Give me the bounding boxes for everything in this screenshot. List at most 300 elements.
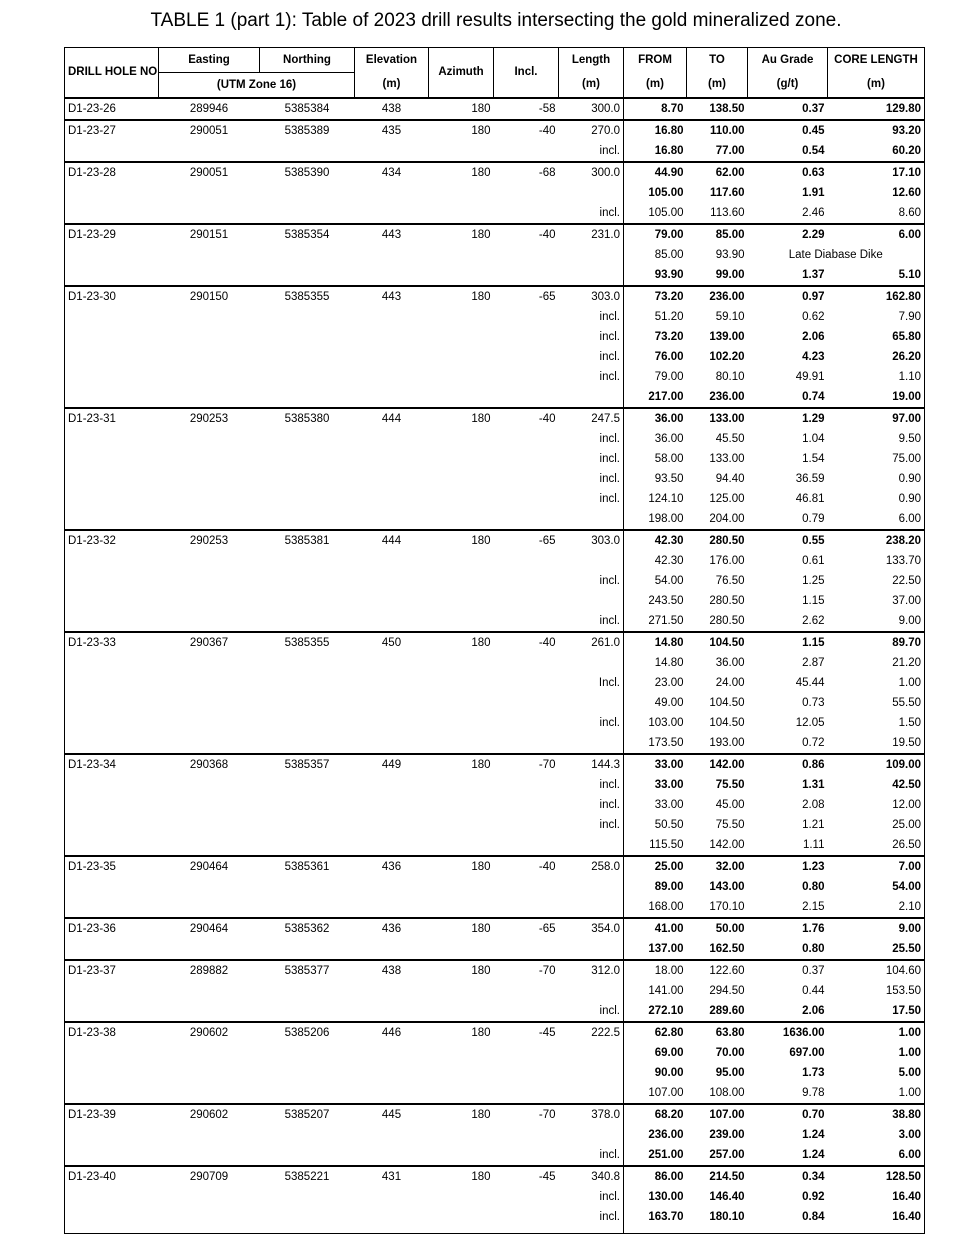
to-cell: 294.50	[709, 985, 745, 997]
core-length-cell: 89.70	[828, 632, 925, 653]
to-cell: 280.50	[687, 530, 748, 551]
au-grade-cell: 2.46	[802, 207, 825, 219]
azimuth-cell	[429, 653, 494, 673]
au-grade-cell: 0.34	[748, 1166, 828, 1187]
au-grade-cell: 45.44	[795, 677, 825, 689]
azimuth-cell	[429, 1125, 494, 1145]
drill-hole-id	[65, 981, 159, 1001]
northing-cell: 5385355	[260, 632, 355, 653]
from-cell: 79.00	[624, 224, 687, 245]
azimuth-cell	[429, 203, 494, 224]
table-title: TABLE 1 (part 1): Table of 2023 drill results intersecting the gold mineralized zone.	[150, 10, 842, 31]
to-cell: 193.00	[709, 737, 745, 749]
incl-label-cell	[559, 939, 624, 960]
northing-cell: 5385384	[260, 98, 355, 120]
inclination-cell: -70	[494, 754, 559, 775]
au-grade-cell: 1.29	[748, 408, 828, 429]
from-cell: 36.00	[624, 408, 687, 429]
table-row	[65, 1043, 925, 1063]
drill-hole-id	[65, 469, 159, 489]
azimuth-cell: 180	[429, 1022, 494, 1043]
to-cell: 24.00	[715, 677, 745, 689]
azimuth-cell	[429, 1083, 494, 1104]
core-length-cell: 6.00	[828, 224, 925, 245]
core-length-cell: 38.80	[828, 1104, 925, 1125]
header-length: Length	[559, 48, 624, 73]
northing-cell	[260, 1207, 355, 1227]
elevation-cell	[355, 835, 429, 856]
from-cell: 272.10	[648, 1005, 684, 1017]
core-length-cell: 26.50	[828, 835, 925, 856]
northing-cell	[260, 469, 355, 489]
from-cell: 168.00	[648, 901, 684, 913]
core-length-cell: 9.00	[828, 611, 925, 632]
easting-cell	[159, 571, 260, 591]
au-grade-cell: 0.84	[802, 1211, 825, 1223]
drill-hole-id: D1-23-28	[65, 162, 159, 183]
table-row	[65, 653, 925, 673]
table-row	[65, 856, 925, 877]
core-length-cell: 97.00	[828, 408, 925, 429]
au-grade-cell: 1.31	[802, 779, 825, 791]
drill-hole-id	[65, 429, 159, 449]
table-row	[65, 611, 925, 632]
to-cell: 133.00	[687, 408, 748, 429]
easting-cell	[159, 795, 260, 815]
northing-cell	[260, 1001, 355, 1022]
drill-hole-id	[65, 1043, 159, 1063]
spacer-cell	[624, 1227, 687, 1234]
au-grade-cell: 1.15	[802, 595, 825, 607]
incl-label-cell	[559, 591, 624, 611]
elevation-cell	[355, 775, 429, 795]
drill-hole-id	[65, 1063, 159, 1083]
easting-cell	[159, 611, 260, 632]
azimuth-cell	[429, 347, 494, 367]
to-cell: 122.60	[687, 960, 748, 981]
spacer-cell	[429, 1227, 494, 1234]
elevation-cell: 449	[355, 754, 429, 775]
elevation-cell	[355, 939, 429, 960]
core-length-cell: 17.50	[828, 1001, 925, 1022]
to-cell: 257.00	[709, 1149, 745, 1161]
elevation-cell	[355, 307, 429, 327]
from-cell: 18.00	[624, 960, 687, 981]
inclination-cell	[494, 245, 559, 265]
elevation-cell	[355, 693, 429, 713]
azimuth-cell	[429, 835, 494, 856]
inclination-cell: -65	[494, 918, 559, 939]
core-length-cell: 0.90	[828, 489, 925, 509]
length-cell: 378.0	[559, 1104, 624, 1125]
to-cell: 104.50	[709, 717, 745, 729]
northing-cell	[260, 307, 355, 327]
core-length-cell: 1.00	[828, 673, 925, 693]
drill-hole-id: D1-23-39	[65, 1104, 159, 1125]
header-au-grade: Au Grade	[748, 48, 828, 73]
elevation-cell: 443	[355, 286, 429, 307]
core-length-cell: 7.00	[828, 856, 925, 877]
easting-cell	[159, 815, 260, 835]
spacer-cell	[355, 1227, 429, 1234]
table-row	[65, 918, 925, 939]
table-row	[65, 120, 925, 141]
spacer-cell	[748, 1227, 828, 1234]
incl-label-cell	[559, 981, 624, 1001]
elevation-cell	[355, 327, 429, 347]
core-length-cell: 1.50	[828, 713, 925, 733]
elevation-cell	[355, 265, 429, 286]
from-cell: 89.00	[654, 881, 684, 893]
drill-hole-id: D1-23-27	[65, 120, 159, 141]
to-cell: 77.00	[715, 145, 745, 157]
northing-cell	[260, 449, 355, 469]
table-row	[65, 489, 925, 509]
from-cell: 68.20	[624, 1104, 687, 1125]
table-row	[65, 571, 925, 591]
drill-hole-id	[65, 693, 159, 713]
incl-label-cell: incl.	[559, 327, 624, 347]
northing-cell	[260, 611, 355, 632]
au-grade-cell: 1.91	[802, 187, 825, 199]
au-grade-cell: 1.37	[802, 269, 825, 281]
to-cell: 236.00	[709, 391, 745, 403]
northing-cell	[260, 429, 355, 449]
spacer-cell	[260, 1227, 355, 1234]
azimuth-cell	[429, 775, 494, 795]
to-cell: 95.00	[715, 1067, 745, 1079]
elevation-cell: 436	[355, 856, 429, 877]
drill-hole-id	[65, 611, 159, 632]
azimuth-cell	[429, 713, 494, 733]
northing-cell	[260, 815, 355, 835]
inclination-cell	[494, 1083, 559, 1104]
drill-hole-id	[65, 939, 159, 960]
inclination-cell: -40	[494, 856, 559, 877]
azimuth-cell	[429, 265, 494, 286]
to-cell: 70.00	[715, 1047, 745, 1059]
table-row	[65, 733, 925, 754]
drill-hole-id: D1-23-29	[65, 224, 159, 245]
azimuth-cell: 180	[429, 286, 494, 307]
au-grade-cell: 2.06	[802, 331, 825, 343]
easting-cell: 290051	[159, 120, 260, 141]
au-grade-cell: 1.24	[802, 1149, 825, 1161]
northing-cell: 5385377	[260, 960, 355, 981]
inclination-cell	[494, 981, 559, 1001]
northing-cell	[260, 327, 355, 347]
inclination-cell	[494, 469, 559, 489]
core-length-cell: 21.20	[828, 653, 925, 673]
table-row	[65, 141, 925, 162]
length-cell: 270.0	[559, 120, 624, 141]
azimuth-cell: 180	[429, 918, 494, 939]
length-cell: 261.0	[559, 632, 624, 653]
table-row	[65, 775, 925, 795]
inclination-cell	[494, 307, 559, 327]
to-cell: 117.60	[709, 187, 745, 199]
core-length-cell: 65.80	[828, 327, 925, 347]
inclination-cell	[494, 183, 559, 203]
table-row	[65, 286, 925, 307]
table-row	[65, 1001, 925, 1022]
core-length-cell: 129.80	[828, 98, 925, 120]
core-length-cell: 9.50	[828, 429, 925, 449]
easting-cell	[159, 387, 260, 408]
inclination-cell: -40	[494, 408, 559, 429]
from-cell: 16.80	[654, 145, 684, 157]
to-cell: 143.00	[709, 881, 745, 893]
drill-hole-id: D1-23-37	[65, 960, 159, 981]
from-cell: 33.00	[624, 754, 687, 775]
from-cell: 16.80	[624, 120, 687, 141]
azimuth-cell	[429, 429, 494, 449]
inclination-cell	[494, 1063, 559, 1083]
core-length-cell: 5.00	[828, 1063, 925, 1083]
table-row	[65, 347, 925, 367]
easting-cell: 289882	[159, 960, 260, 981]
length-cell: 354.0	[559, 918, 624, 939]
header-elevation-unit: (m)	[355, 73, 429, 99]
elevation-cell: 445	[355, 1104, 429, 1125]
easting-cell	[159, 449, 260, 469]
inclination-cell	[494, 571, 559, 591]
azimuth-cell	[429, 1043, 494, 1063]
azimuth-cell	[429, 981, 494, 1001]
core-length-cell: 12.60	[828, 183, 925, 203]
from-cell: 124.10	[648, 493, 684, 505]
drill-hole-id	[65, 897, 159, 918]
from-cell: 217.00	[648, 391, 684, 403]
easting-cell: 290602	[159, 1104, 260, 1125]
core-length-cell: 6.00	[828, 1145, 925, 1166]
length-cell: 312.0	[559, 960, 624, 981]
easting-cell	[159, 939, 260, 960]
to-cell: 139.00	[709, 331, 745, 343]
inclination-cell	[494, 1187, 559, 1207]
au-grade-cell: 0.37	[748, 98, 828, 120]
spacer-cell	[828, 1227, 925, 1234]
au-grade-cell: 0.44	[802, 985, 825, 997]
table-row	[65, 429, 925, 449]
easting-cell	[159, 551, 260, 571]
core-length-cell: 0.90	[828, 469, 925, 489]
inclination-cell	[494, 387, 559, 408]
incl-label-cell: incl.	[559, 307, 624, 327]
core-length-cell: 75.00	[828, 449, 925, 469]
to-cell: 62.00	[687, 162, 748, 183]
drill-hole-id	[65, 673, 159, 693]
from-cell: 33.00	[654, 779, 684, 791]
table-row	[65, 815, 925, 835]
northing-cell	[260, 1125, 355, 1145]
northing-cell: 5385389	[260, 120, 355, 141]
elevation-cell	[355, 387, 429, 408]
from-cell: 105.00	[648, 187, 684, 199]
length-cell: 300.0	[559, 162, 624, 183]
easting-cell: 290151	[159, 224, 260, 245]
incl-label-cell	[559, 733, 624, 754]
inclination-cell	[494, 1043, 559, 1063]
elevation-cell	[355, 591, 429, 611]
to-cell: 133.00	[709, 453, 745, 465]
to-cell: 45.50	[715, 433, 745, 445]
incl-label-cell: incl.	[559, 347, 624, 367]
incl-label-cell	[559, 835, 624, 856]
elevation-cell	[355, 141, 429, 162]
to-cell: 142.00	[687, 754, 748, 775]
au-grade-cell: 1.23	[748, 856, 828, 877]
azimuth-cell: 180	[429, 1166, 494, 1187]
au-grade-cell: 49.91	[795, 371, 825, 383]
drill-hole-id: D1-23-40	[65, 1166, 159, 1187]
drill-hole-id	[65, 141, 159, 162]
azimuth-cell	[429, 1145, 494, 1166]
drill-hole-id: D1-23-30	[65, 286, 159, 307]
elevation-cell: 443	[355, 224, 429, 245]
to-cell: 110.00	[687, 120, 748, 141]
inclination-cell	[494, 489, 559, 509]
to-cell: 80.10	[715, 371, 745, 383]
to-cell: 85.00	[687, 224, 748, 245]
elevation-cell	[355, 489, 429, 509]
elevation-cell	[355, 367, 429, 387]
azimuth-cell: 180	[429, 120, 494, 141]
azimuth-cell	[429, 611, 494, 632]
northing-cell: 5385362	[260, 918, 355, 939]
to-cell: 138.50	[687, 98, 748, 120]
drill-hole-id	[65, 489, 159, 509]
incl-label-cell: incl.	[559, 1001, 624, 1022]
inclination-cell	[494, 1145, 559, 1166]
elevation-cell	[355, 551, 429, 571]
inclination-cell	[494, 877, 559, 897]
azimuth-cell: 180	[429, 224, 494, 245]
drill-hole-id	[65, 367, 159, 387]
to-cell: 63.80	[687, 1022, 748, 1043]
core-length-cell: 22.50	[828, 571, 925, 591]
core-length-cell: 9.00	[828, 918, 925, 939]
inclination-cell	[494, 203, 559, 224]
core-length-cell: 128.50	[828, 1166, 925, 1187]
easting-cell	[159, 307, 260, 327]
drill-hole-id	[65, 795, 159, 815]
table-row	[65, 1063, 925, 1083]
elevation-cell: 446	[355, 1022, 429, 1043]
azimuth-cell	[429, 815, 494, 835]
inclination-cell	[494, 795, 559, 815]
elevation-cell	[355, 509, 429, 530]
core-length-cell: 12.00	[828, 795, 925, 815]
incl-label-cell	[559, 509, 624, 530]
from-cell: 85.00	[654, 249, 684, 261]
note-cell: Late Diabase Dike	[748, 245, 925, 265]
elevation-cell	[355, 653, 429, 673]
northing-cell: 5385207	[260, 1104, 355, 1125]
elevation-cell	[355, 449, 429, 469]
azimuth-cell	[429, 1207, 494, 1227]
au-grade-cell: 12.05	[795, 717, 825, 729]
azimuth-cell	[429, 367, 494, 387]
northing-cell	[260, 1063, 355, 1083]
length-cell: 247.5	[559, 408, 624, 429]
to-cell: 76.50	[715, 575, 745, 587]
northing-cell	[260, 713, 355, 733]
easting-cell	[159, 877, 260, 897]
inclination-cell: -40	[494, 632, 559, 653]
inclination-cell	[494, 347, 559, 367]
core-length-cell: 17.10	[828, 162, 925, 183]
au-grade-cell: 9.78	[802, 1087, 825, 1099]
easting-cell	[159, 469, 260, 489]
northing-cell	[260, 571, 355, 591]
easting-cell	[159, 509, 260, 530]
elevation-cell	[355, 1063, 429, 1083]
table-row	[65, 449, 925, 469]
easting-cell	[159, 429, 260, 449]
table-row	[65, 1022, 925, 1043]
drill-results-body	[65, 98, 925, 1234]
drill-hole-id	[65, 877, 159, 897]
table-row	[65, 632, 925, 653]
inclination-cell	[494, 653, 559, 673]
from-cell: 23.00	[654, 677, 684, 689]
easting-cell: 290464	[159, 856, 260, 877]
au-grade-cell: 2.08	[802, 799, 825, 811]
au-grade-cell: 0.80	[802, 881, 825, 893]
core-length-cell: 1.00	[828, 1022, 925, 1043]
table-row	[65, 1145, 925, 1166]
to-cell: 32.00	[687, 856, 748, 877]
from-cell: 79.00	[654, 371, 684, 383]
core-length-cell: 1.10	[828, 367, 925, 387]
spacer-cell	[494, 1227, 559, 1234]
azimuth-cell: 180	[429, 98, 494, 120]
drill-hole-id	[65, 307, 159, 327]
easting-cell	[159, 347, 260, 367]
elevation-cell: 450	[355, 632, 429, 653]
azimuth-cell	[429, 693, 494, 713]
core-length-cell: 1.00	[828, 1043, 925, 1063]
core-length-cell: 3.00	[828, 1125, 925, 1145]
drill-hole-id	[65, 183, 159, 203]
core-length-cell: 16.40	[828, 1207, 925, 1227]
drill-hole-id	[65, 1187, 159, 1207]
incl-label-cell: incl.	[559, 141, 624, 162]
from-cell: 163.70	[648, 1211, 684, 1223]
easting-cell	[159, 897, 260, 918]
incl-label-cell: Incl.	[559, 673, 624, 693]
incl-label-cell	[559, 1125, 624, 1145]
to-cell: 75.50	[715, 819, 745, 831]
spacer-cell	[559, 1227, 624, 1234]
azimuth-cell	[429, 733, 494, 754]
au-grade-cell: 0.79	[802, 513, 825, 525]
elevation-cell	[355, 1145, 429, 1166]
incl-label-cell	[559, 693, 624, 713]
northing-cell: 5385381	[260, 530, 355, 551]
incl-label-cell: incl.	[559, 449, 624, 469]
header-core-length-unit: (m)	[828, 73, 925, 99]
inclination-cell	[494, 815, 559, 835]
core-length-cell: 6.00	[828, 509, 925, 530]
from-cell: 58.00	[654, 453, 684, 465]
to-cell: 239.00	[709, 1129, 745, 1141]
incl-label-cell: incl.	[559, 775, 624, 795]
table-row	[65, 265, 925, 286]
elevation-cell	[355, 571, 429, 591]
drill-hole-id: D1-23-31	[65, 408, 159, 429]
